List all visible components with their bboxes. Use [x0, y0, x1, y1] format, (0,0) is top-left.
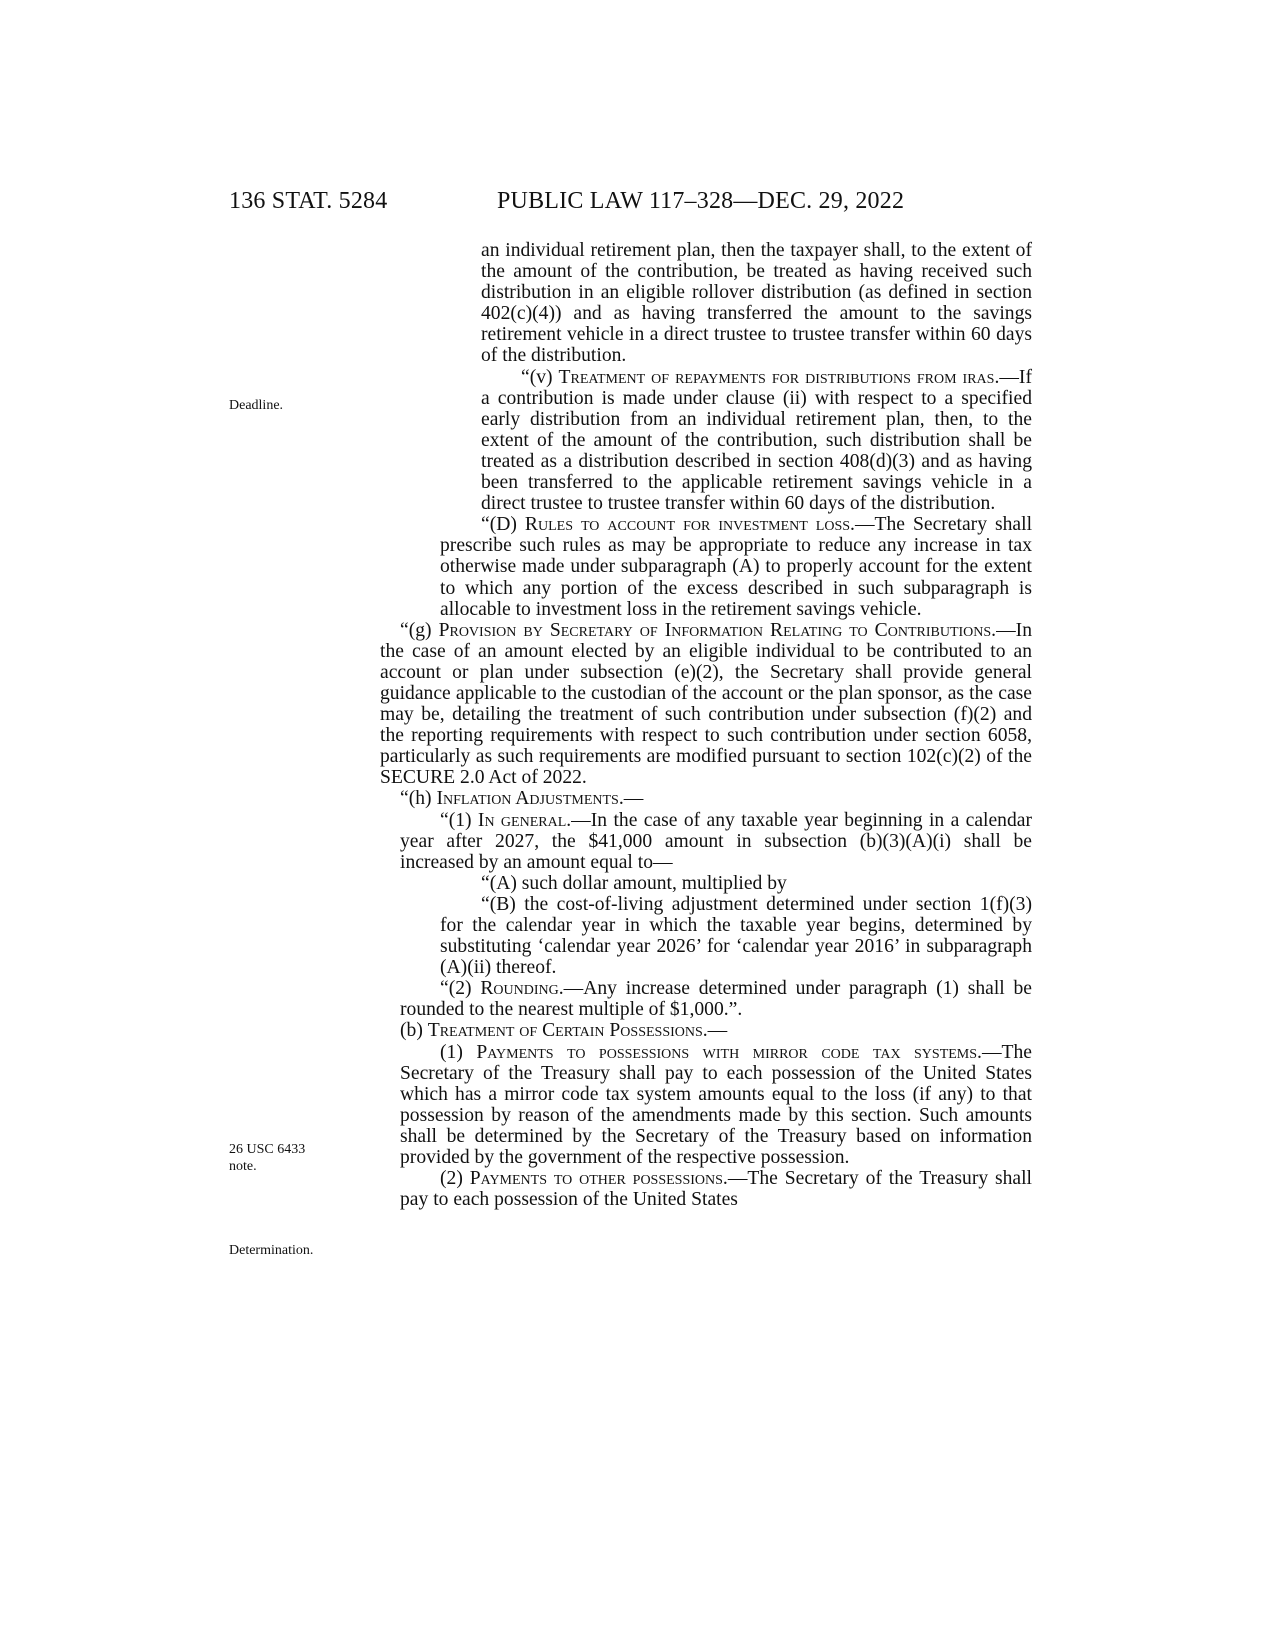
- clause-lead: “(v): [521, 366, 559, 388]
- margin-note-usc-line1: 26 USC 6433: [229, 1142, 306, 1157]
- paragraph-lead: “(2): [440, 978, 481, 1000]
- paragraph-b-2: [400, 1168, 1032, 1210]
- paragraph-text: .—The Secretary of the Treasury shall pay to each possession of the United States which has a mirror code tax system amounts equal to the loss (if any) to that possession by reason of the amendments made by this section. Such amounts shall be determined by the Secretary of the Treasury based on information provided by the government of the respective possession.: [400, 1041, 1033, 1169]
- stat-reference: 136 STAT. 5284: [229, 188, 388, 214]
- paragraph-subparagraph-d: [440, 514, 1032, 619]
- page-title: PUBLIC LAW 117–328—DEC. 29, 2022: [497, 188, 905, 214]
- margin-note-determination: Determination.: [229, 1243, 314, 1258]
- paragraph-heading: Payments to other possessions: [469, 1168, 723, 1190]
- subsection-heading: Inflation Adjustments: [436, 788, 619, 810]
- subparagraph-text: .—The Secretary shall prescribe such rules as may be appropriate to reduce any increase in tax otherwise made under subparagraph (A) to properly account for the extent to which any portion of the excess described in such subparagraph is allocable to investment loss in the retirement savings vehicle.: [440, 514, 1033, 620]
- paragraph-subsection-g: [380, 620, 1032, 789]
- subsection-heading: Treatment of Certain Possessions: [427, 1020, 703, 1042]
- subsection-heading: Provision by Secretary of Information Relating to Contributions: [438, 619, 992, 641]
- statute-body: [380, 240, 1032, 1210]
- subsection-text: .—: [618, 788, 644, 810]
- paragraph-text: an individual retirement plan, then the taxpayer shall, to the extent of the amount of the contribution, be treated as having received such distribution in an eligible rollover distribution (as defined in section 402(c)(4)) and as having transferred the amount to the savings retirement vehicle in a direct trustee to trustee transfer within 60 days of the distribution.: [481, 240, 1032, 367]
- paragraph-heading: In general: [477, 809, 567, 831]
- paragraph-h-1-a: [481, 873, 1032, 894]
- clause-text: .—If a contribution is made under clause (ii) with respect to a specified early distribution from an individual retirement plan, then, to the extent of the amount of the contribution, such distribution shall be treated as a distribution described in section 408(d)(3) and as having been transferred to the applicable retirement savings vehicle in a direct trustee to trustee transfer within 60 days of the distribution.: [481, 366, 1032, 515]
- subsection-lead: (b): [400, 1020, 428, 1042]
- subsection-text: .—In the case of an amount elected by an eligible individual to be contributed to an account or plan under subsection (e)(2), the Secretary shall provide general guidance applicable to the custodian of the account or the plan sponsor, as the case may be, detailing the treatment of such contribution under subsection (f)(2) and the reporting requirements with respect to such contribution under section 6058, particularly as such requirements are modified pursuant to section 102(c)(2) of the SECURE 2.0 Act of 2022.: [380, 619, 1032, 789]
- paragraph-lead: “(1): [440, 809, 478, 831]
- paragraph-rollover: [481, 240, 1032, 367]
- subsection-lead: “(g): [400, 619, 439, 641]
- paragraph-h-2: [400, 978, 1032, 1020]
- paragraph-heading: Payments to possessions with mirror code tax systems: [476, 1041, 978, 1063]
- paragraph-heading: Rounding: [480, 978, 559, 1000]
- paragraph-subsection-b: [400, 1020, 1032, 1041]
- subparagraph-lead: “(D): [481, 514, 525, 536]
- subsection-text: .—: [702, 1020, 728, 1042]
- paragraph-subsection-h: [380, 788, 1032, 809]
- margin-note-usc: [229, 1141, 305, 1175]
- paragraph-text: .—In the case of any taxable year beginning in a calendar year after 2027, the $41,000 amount in subsection (b)(3)(A)(i) shall be increased by an amount equal to—: [400, 809, 1032, 873]
- subparagraph-heading: Rules to account for investment loss: [524, 514, 851, 536]
- paragraph-lead: (1): [440, 1041, 477, 1063]
- paragraph-b-1: [400, 1042, 1032, 1169]
- subsection-lead: “(h): [400, 788, 437, 810]
- clause-heading: Treatment of repayments for distributions from iras: [558, 366, 995, 388]
- margin-note-deadline: Deadline.: [229, 398, 284, 413]
- paragraph-lead: (2): [440, 1168, 470, 1190]
- paragraph-text: .—The Secretary of the Treasury shall pay to each possession of the United States: [400, 1168, 1033, 1211]
- paragraph-clause-v: [481, 367, 1032, 515]
- paragraph-text: “(A) such dollar amount, multiplied by: [481, 872, 787, 894]
- margin-note-usc-line2: note.: [229, 1159, 257, 1174]
- paragraph-h-1: [400, 810, 1032, 873]
- paragraph-text: .—Any increase determined under paragraph (1) shall be rounded to the nearest multiple of $1,000.”.: [400, 978, 1032, 1021]
- paragraph-text: “(B) the cost-of-living adjustment determined under section 1(f)(3) for the calendar year in which the taxable year begins, determined by substituting ‘calendar year 2026’ for ‘calendar year 2016’ in subparagraph (A)(ii) thereof.: [440, 893, 1032, 979]
- paragraph-h-1-b: [440, 894, 1032, 978]
